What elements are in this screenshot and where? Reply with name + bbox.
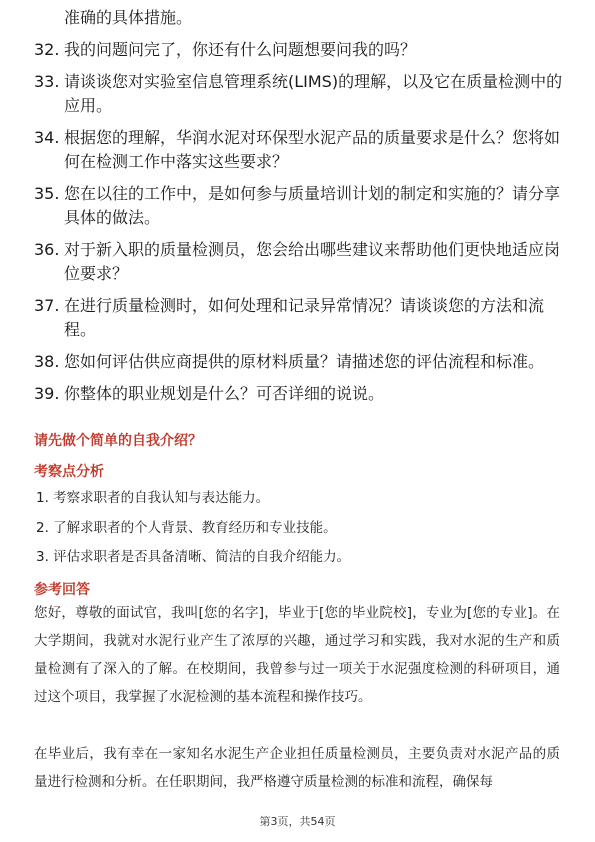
question-item	[34, 382, 564, 406]
question-item	[34, 70, 564, 118]
page-footer: 第3页，共54页	[259, 815, 336, 828]
question-text: 您在以往的工作中，是如何参与质量培训计划的制定和实施的？请分享具体的做法。	[64, 184, 561, 227]
question-item	[34, 126, 564, 174]
analysis-point: 2. 了解求职者的个人背景、教育经历和专业技能。	[36, 520, 337, 536]
question-item	[34, 38, 564, 62]
question-text: 请谈谈您对实验室信息管理系统(LIMS)的理解，以及它在质量检测中的应用。	[64, 72, 563, 115]
analysis-point: 3. 评估求职者是否具备清晰、简洁的自我介绍能力。	[36, 549, 351, 565]
question-item	[34, 182, 564, 230]
question-item	[34, 294, 564, 342]
question-number: 37.	[34, 296, 60, 315]
answer-paragraph: 在毕业后，我有幸在一家知名水泥生产企业担任质量检测员，主要负责对水泥产品的质量进行检测和分析。在任职期间，我严格遵守质量检测的标准和流程，确保每	[34, 746, 560, 790]
question-text: 对于新入职的质量检测员，您会给出哪些建议来帮助他们更快地适应岗位要求？	[64, 240, 561, 283]
question-number: 33.	[34, 72, 60, 91]
section-title: 请先做个简单的自我介绍？	[34, 433, 202, 449]
question-number: 32.	[34, 40, 60, 59]
question-text: 我的问题问完了，你还有什么问题想要问我的吗？	[64, 40, 417, 59]
question-text: 您如何评估供应商提供的原材料质量？请描述您的评估流程和标准。	[64, 352, 545, 371]
analysis-heading: 考察点分析	[34, 464, 104, 480]
question-item	[34, 350, 564, 374]
question-number: 39.	[34, 384, 60, 403]
answer-paragraph: 您好，尊敬的面试官，我叫[您的名字]，毕业于[您的毕业院校]，专业为[您的专业]。在大学期间，我就对水泥行业产生了浓厚的兴趣，通过学习和实践，我对水泥的生产和质量检测有了深入的了解。在校期间，我曾参与过一项关于水泥强度检测的科研项目，通过这个项目，我掌握了水泥检测的基本流程和操作技巧。	[34, 605, 560, 705]
question-text: 在进行质量检测时，如何处理和记录异常情况？请谈谈您的方法和流程。	[64, 296, 545, 339]
question-list	[34, 6, 564, 414]
question-number: 35.	[34, 184, 60, 203]
question-number: 34.	[34, 128, 60, 147]
question-item	[34, 238, 564, 286]
continuation-text: 准确的具体措施。	[64, 8, 193, 27]
question-text: 根据您的理解，华润水泥对环保型水泥产品的质量要求是什么？您将如何在检测工作中落实这些要求？	[64, 128, 561, 171]
analysis-point: 1. 考察求职者的自我认知与表达能力。	[36, 490, 270, 506]
question-number: 36.	[34, 240, 60, 259]
question-text: 你整体的职业规划是什么？可否详细的说说。	[64, 384, 385, 403]
question-number: 38.	[34, 352, 60, 371]
answer-heading: 参考回答	[34, 582, 90, 598]
